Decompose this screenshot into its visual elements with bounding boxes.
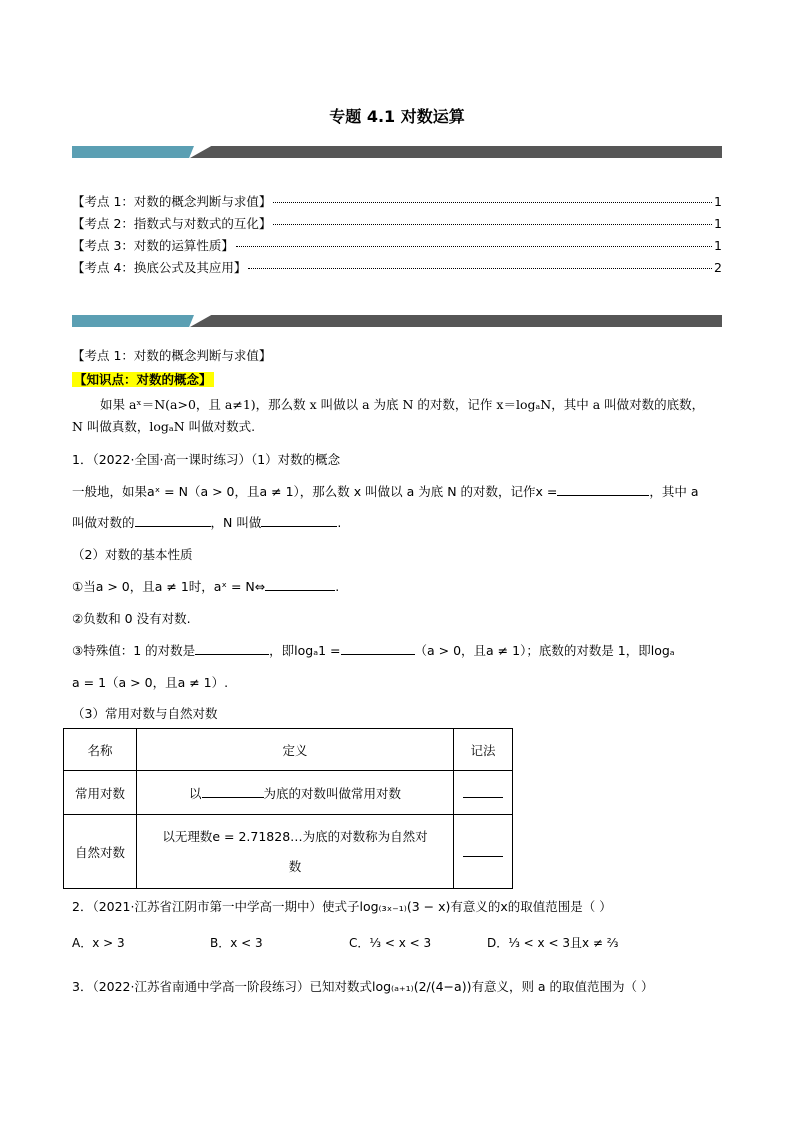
q2-option-a[interactable]: A．x > 3 [72, 936, 125, 950]
table-cell-name: 常用对数 [64, 771, 137, 815]
table-cell-def [137, 815, 454, 889]
q3-stem: 3．（2022·江苏省南通中学高一阶段练习）已知对数式log₍ₐ₊₁₎(2/(4−a))有意义，则 a 的取值范围为（ ） [72, 979, 654, 994]
q1-prop3 [72, 641, 675, 659]
q2-option-d[interactable]: D．⅓ < x < 3且x ≠ ⅔ [487, 936, 619, 950]
toc-item-3[interactable] [72, 236, 722, 254]
table-cell-name: 自然对数 [64, 815, 137, 889]
q2-option-c[interactable]: C．⅓ < x < 3 [349, 936, 432, 950]
toc-page: 1 [714, 216, 722, 231]
toc-page: 1 [714, 238, 722, 253]
q1-line1-text: 一般地，如果aˣ = N（a > 0，且a ≠ 1），那么数 x 叫做以 a 为底 N 的对数，记作x = [72, 484, 558, 499]
toc-label: 【考点 4：换底公式及其应用】 [72, 260, 247, 275]
q1-line1-tail: ，其中 a [649, 484, 699, 499]
toc-page: 1 [714, 194, 722, 209]
definition-line1: 如果 aˣ＝N(a>0，且 a≠1)，那么数 x 叫做以 a 为底 N 的对数，记作 x＝logₐN，其中 a 叫做对数的底数， [100, 397, 705, 412]
table-header-name: 名称 [64, 729, 137, 771]
q1-line2-tail: . [337, 515, 342, 530]
q1-header: 1．（2022·全国·高一课时练习）（1）对数的概念 [72, 452, 341, 467]
answer-blank[interactable] [265, 578, 335, 591]
toc-item-1[interactable] [72, 192, 722, 210]
q1-line2-mid: ，N 叫做 [210, 515, 262, 530]
q1-prop3-tail: （a > 0，且a ≠ 1）；底数的对数是 1，即logₐ [414, 643, 675, 658]
knowledge-tag [72, 370, 214, 388]
answer-blank[interactable] [202, 785, 264, 798]
page-title: 专题 4.1 对数运算 [329, 107, 465, 126]
q1-prop3-mid: ，即logₐ1 = [269, 643, 341, 658]
answer-blank[interactable] [195, 642, 269, 655]
q2-option-b[interactable]: B．x < 3 [210, 936, 263, 950]
toc-label: 【考点 2：指数式与对数式的互化】 [72, 216, 272, 231]
table-def-text: 以无理数e = 2.71828…为底的对数称为自然对 [162, 828, 428, 844]
q1-prop2: ②负数和 0 没有对数. [72, 611, 191, 626]
toc-item-4[interactable] [72, 258, 722, 276]
q1-line2-text: 叫做对数的 [72, 515, 135, 530]
q1-line2 [72, 513, 341, 531]
table-def-text: 以 [188, 785, 202, 801]
q1-sub3: （3）常用对数与自然对数 [72, 706, 218, 721]
q1-prop1 [72, 577, 339, 595]
log-table [63, 728, 513, 889]
q1-sub2: （2）对数的基本性质 [72, 547, 193, 562]
table-cell-note [454, 815, 513, 889]
knowledge-tag-label: 【知识点：对数的概念】 [74, 372, 212, 387]
toc-label: 【考点 3：对数的运算性质】 [72, 238, 234, 253]
q2-stem: 2．（2021·江苏省江阴市第一中学高一期中）使式子log₍₃ₓ₋₁₎(3 − x)有意义的x的取值范围是（ ） [72, 899, 612, 914]
header-band-top [72, 146, 722, 158]
answer-blank[interactable] [557, 483, 649, 496]
q1-prop3-text: ③特殊值：1 的对数是 [72, 643, 196, 658]
toc-label: 【考点 1：对数的概念判断与求值】 [72, 194, 272, 209]
table-def-text: 为底的对数叫做常用对数 [263, 785, 402, 801]
toc-page: 2 [714, 260, 722, 275]
q1-prop3-cont: a = 1（a > 0，且a ≠ 1）. [72, 675, 229, 690]
header-band-bottom [72, 315, 722, 327]
answer-blank[interactable] [135, 514, 211, 527]
table-header-note: 记法 [454, 729, 513, 771]
answer-blank[interactable] [463, 844, 503, 857]
q1-prop1-tail: . [335, 579, 340, 594]
table-header-def: 定义 [137, 729, 454, 771]
answer-blank[interactable] [463, 785, 503, 798]
toc-item-2[interactable] [72, 214, 722, 232]
table-cell-note [454, 771, 513, 815]
table-cell-def [137, 771, 454, 815]
q1-prop1-text: ①当a > 0，且a ≠ 1时，aˣ = N⇔ [72, 579, 266, 594]
definition-line2: N 叫做真数，logₐN 叫做对数式. [72, 419, 256, 434]
q1-line1 [72, 482, 699, 500]
table-def-text: 数 [288, 858, 302, 874]
section-heading: 【考点 1：对数的概念判断与求值】 [72, 348, 272, 363]
answer-blank[interactable] [341, 642, 415, 655]
answer-blank[interactable] [261, 514, 337, 527]
